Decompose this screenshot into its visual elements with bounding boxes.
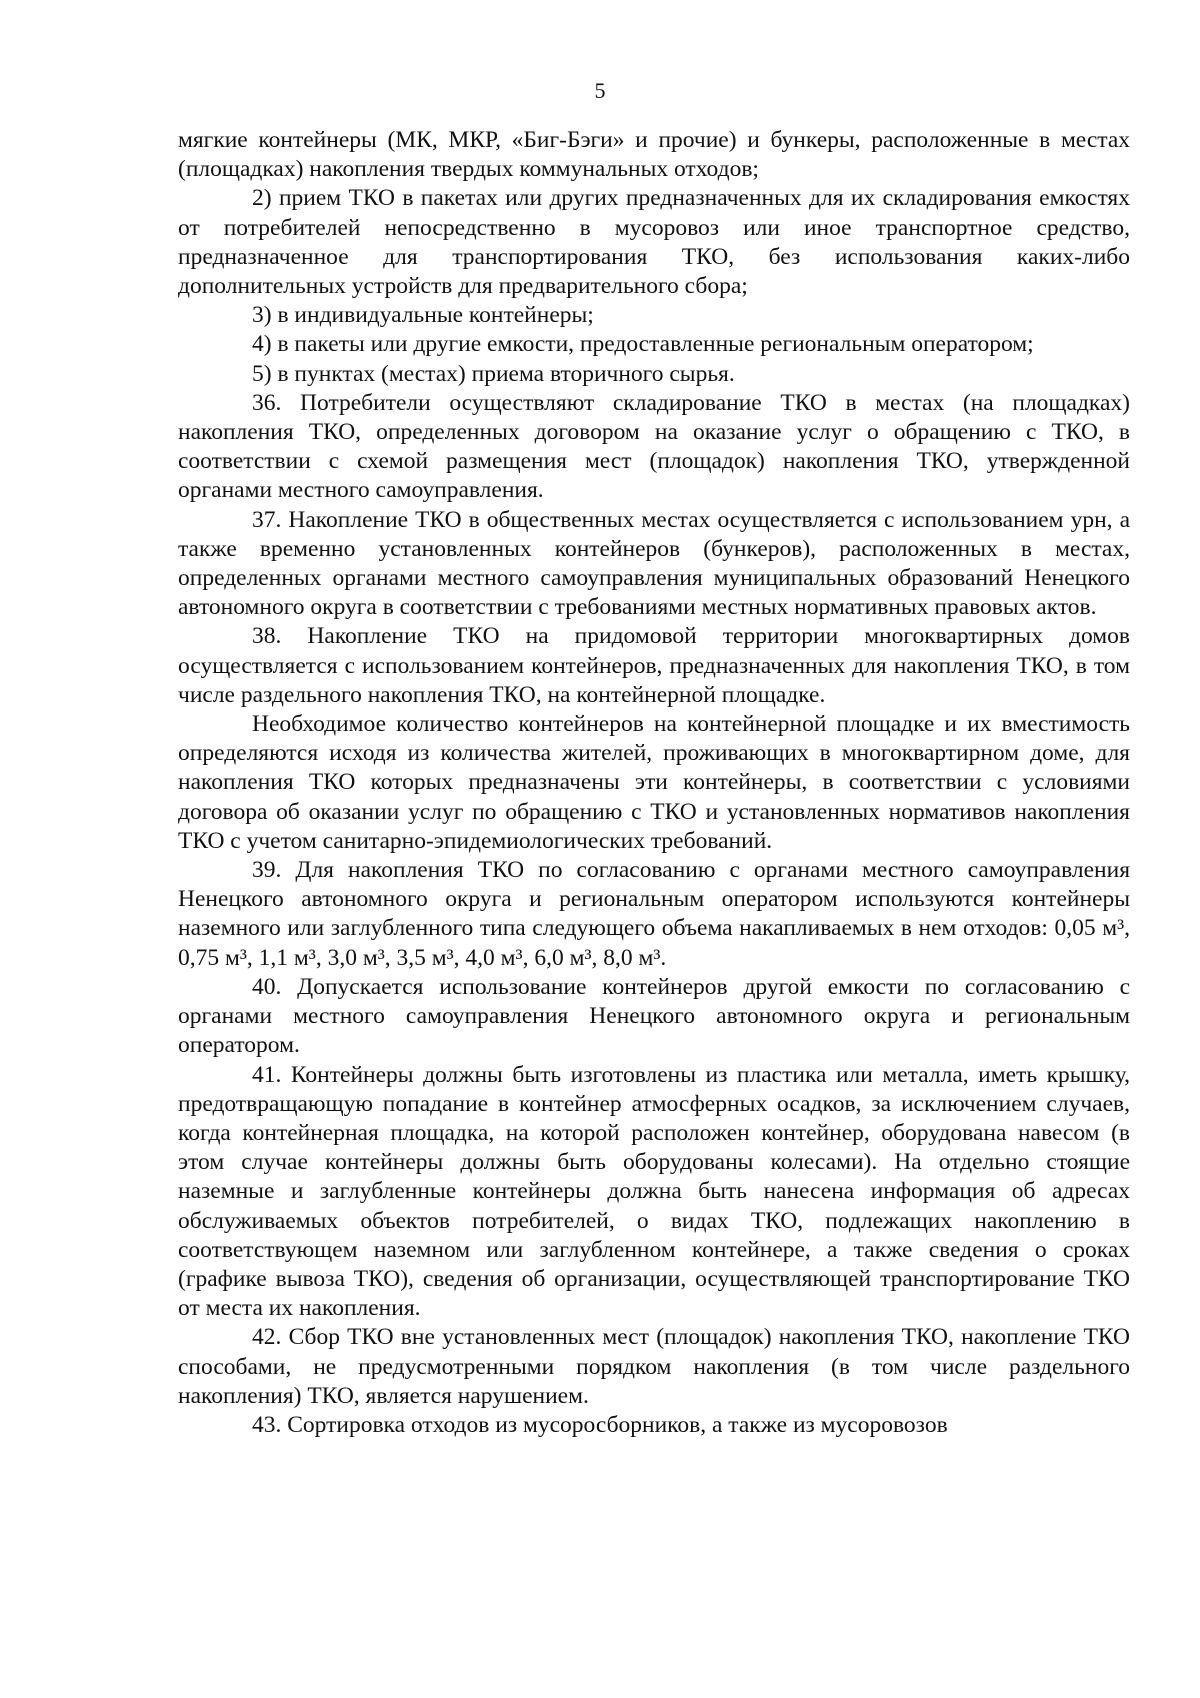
paragraph-item-2: 2) прием ТКО в пакетах или других предназначенных для их складирования емкостях от потребителей непосредственно в мусоровоз или иное транспортное средство, предназначенное для транспортирования ТКО, без использования каких-либо дополнительных устройств для предварительного сбора; — [178, 185, 1130, 300]
paragraph-containers-continued: мягкие контейнеры (МК, МКР, «Биг-Бэги» и прочие) и бункеры, расположенные в местах (площадках) накопления твердых коммунальных отходов; — [178, 127, 1130, 183]
paragraph-40: 40. Допускается использование контейнеров другой емкости по согласованию с органами местного самоуправления Ненецкого автономного округа и региональным оператором. — [178, 973, 1130, 1059]
paragraph-43: 43. Сортировка отходов из мусоросборников, а также из мусоровозов — [252, 1411, 948, 1438]
paragraph-item-3: 3) в индивидуальные контейнеры; — [252, 302, 594, 329]
paragraph-42: 42. Сбор ТКО вне установленных мест (площадок) накопления ТКО, накопление ТКО способами, не предусмотренными порядком накопления (в том числе раздельного накопления) ТКО, является нарушением. — [178, 1324, 1130, 1409]
paragraph-item-4: 4) в пакеты или другие емкости, предоставленные региональным оператором; — [252, 331, 1034, 358]
paragraph-38: 38. Накопление ТКО на придомовой территории многоквартирных домов осуществляется с использованием контейнеров, предназначенных для накопления ТКО, в том числе раздельного накопления ТКО, на контейнерной площадке. — [178, 623, 1130, 708]
document-body — [178, 126, 1130, 1440]
paragraph-37: 37. Накопление ТКО в общественных местах осуществляется с использованием урн, а также временно установленных контейнеров (бункеров), расположенных в местах, определенных органами местного самоуправления муниципальных образований Ненецкого автономного округа в соответствии с требованиями местных нормативных правовых актов. — [178, 506, 1130, 621]
paragraph-item-5: 5) в пунктах (местах) приема вторичного сырья. — [252, 360, 735, 387]
paragraph-41: 41. Контейнеры должны быть изготовлены из пластика или металла, иметь крышку, предотвращающую попадание в контейнер атмосферных осадков, за исключением случаев, когда контейнерная площадка, на которой расположен контейнер, оборудована навесом (в этом случае контейнеры должны быть оборудованы колесами). На отдельно стоящие наземные и заглубленные контейнеры должна быть нанесена информация об адресах обслуживаемых объектов потребителей, о видах ТКО, подлежащих накоплению в соответствующем наземном или заглубленном контейнере, а также сведения о сроках (графике вывоза ТКО), сведения об организации, осуществляющей транспортирование ТКО от места их накопления. — [178, 1061, 1130, 1322]
page-number: 5 — [594, 78, 606, 103]
paragraph-38-continued: Необходимое количество контейнеров на контейнерной площадке и их вместимость определяются исходя из количества жителей, проживающих в многоквартирном доме, для накопления ТКО которых предназначены эти контейнеры, в соответствии с условиями договора об оказании услуг по обращению с ТКО и установленных нормативов накопления ТКО с учетом санитарно-эпидемиологических требований. — [178, 711, 1130, 854]
paragraph-36: 36. Потребители осуществляют складирование ТКО в местах (на площадках) накопления ТКО, определенных договором на оказание услуг о обращению с ТКО, в соответствии с схемой размещения мест (площадок) накопления ТКО, утвержденной органами местного самоуправления. — [178, 389, 1130, 504]
paragraph-39: 39. Для накопления ТКО по согласованию с органами местного самоуправления Ненецкого автономного округа и региональным оператором используются контейнеры наземного или заглубленного типа следующего объема накапливаемых в нем отходов: 0,05 м³, 0,75 м³, 1,1 м³, 3,0 м³, 3,5 м³, 4,0 м³, 6,0 м³, 8,0 м³. — [178, 857, 1130, 971]
